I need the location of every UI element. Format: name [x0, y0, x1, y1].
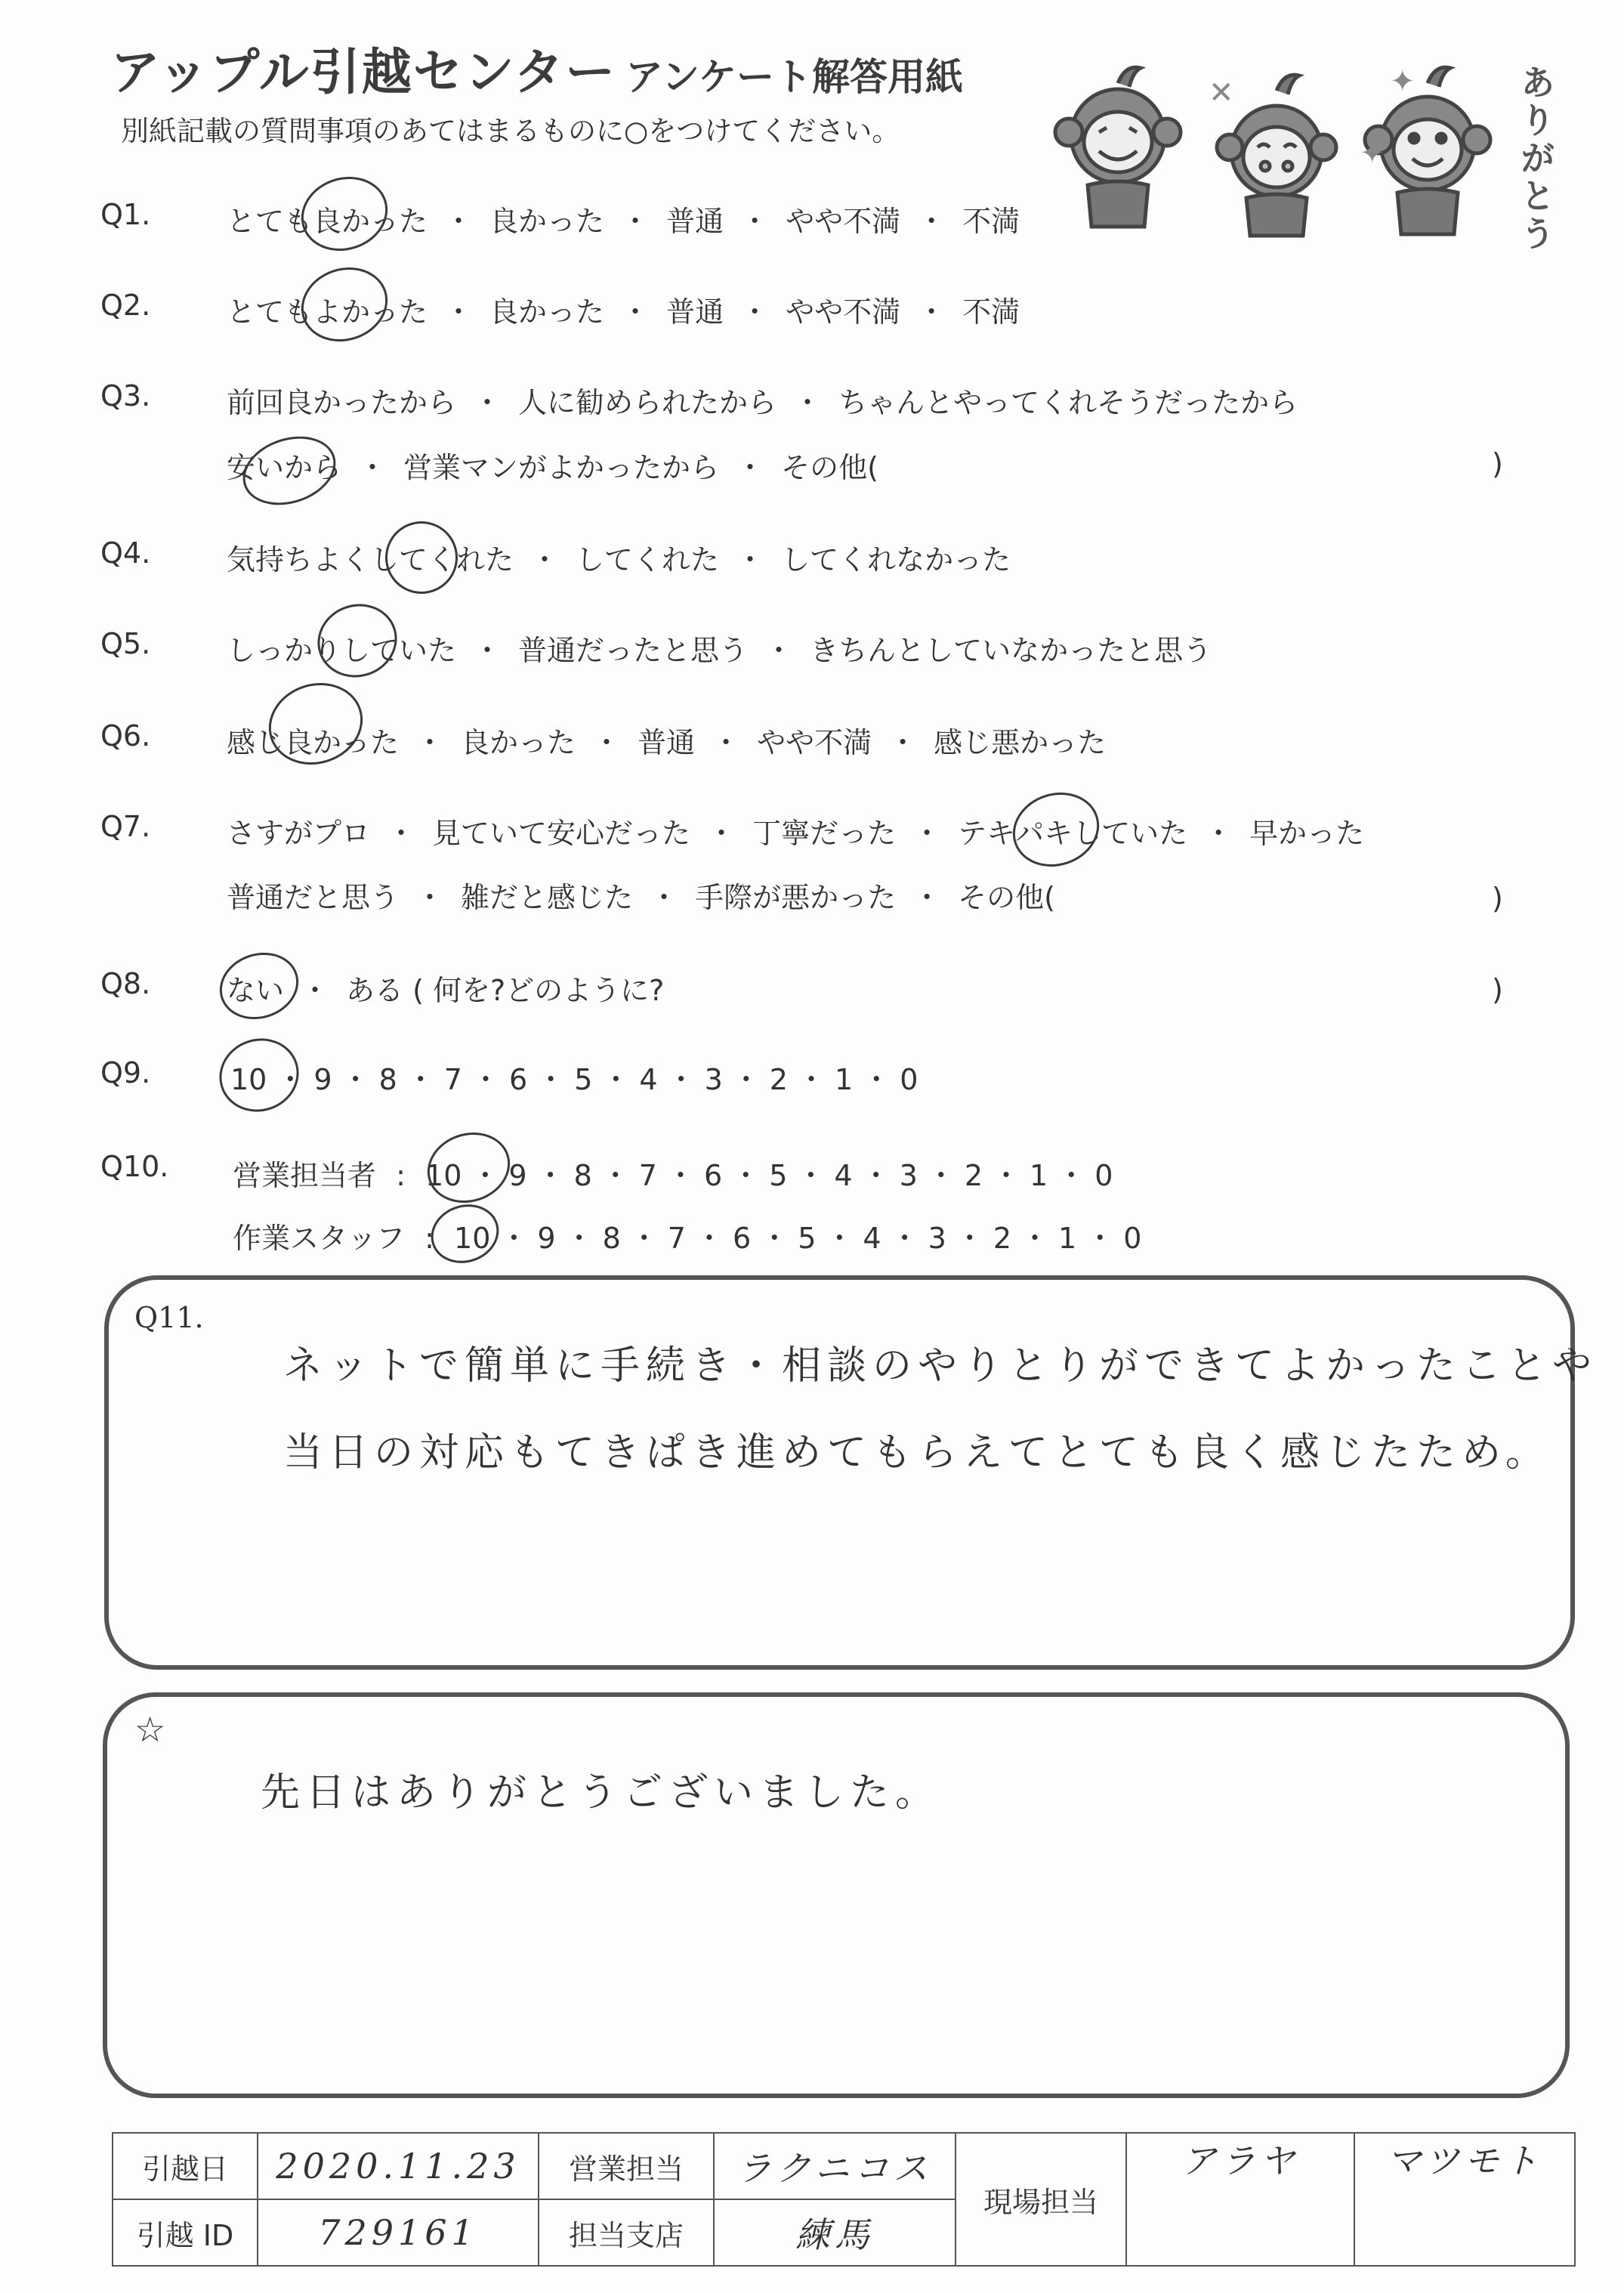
score-option[interactable]: 3 — [928, 1222, 946, 1255]
move-date-value: 2020.11.23 — [258, 2133, 539, 2199]
question-options-row — [227, 536, 1011, 578]
score-option[interactable]: 10 — [454, 1222, 491, 1255]
option-separator: ・ — [621, 295, 650, 329]
monkey-2-icon — [1217, 75, 1336, 236]
site-label: 現場担当 — [956, 2133, 1126, 2266]
question-label: Q9. — [100, 1056, 151, 1089]
option-separator: ・ — [444, 205, 474, 238]
answer-option[interactable]: とても良かった — [227, 205, 428, 238]
score-option[interactable]: 10 — [425, 1159, 462, 1192]
answer-option[interactable]: その他( — [781, 451, 878, 484]
answer-option[interactable]: 2 — [769, 1063, 788, 1096]
option-separator: ・ — [760, 1222, 789, 1255]
option-separator: ・ — [601, 1063, 631, 1096]
option-separator: ・ — [499, 1222, 529, 1255]
option-separator: ・ — [301, 974, 330, 1007]
option-separator: ・ — [861, 1159, 891, 1192]
monkey-1-icon — [1055, 67, 1181, 227]
answer-option[interactable]: 雑だと感じた — [461, 881, 634, 914]
answer-option[interactable]: とてもよかった — [227, 295, 428, 329]
answer-option[interactable]: きちんとしていなかったと思う — [810, 634, 1212, 667]
form-subtitle: アンケート解答用紙 — [625, 55, 963, 99]
monkey-mascots-illustration — [1042, 53, 1511, 249]
score-option[interactable]: 3 — [899, 1159, 918, 1192]
question-label: Q2. — [100, 289, 151, 322]
option-separator: ・ — [890, 1222, 919, 1255]
q10-row-name: 作業スタッフ — [233, 1222, 406, 1255]
score-option[interactable]: 0 — [1123, 1222, 1142, 1255]
q10-row-sales — [233, 1152, 1113, 1194]
score-option[interactable]: 8 — [573, 1159, 592, 1192]
option-separator: ・ — [415, 726, 445, 759]
move-date-label: 引越日 — [113, 2133, 258, 2199]
option-separator: ・ — [650, 881, 679, 914]
option-separator: ・ — [276, 1063, 305, 1096]
option-separator: ・ — [666, 1063, 696, 1096]
q11-label: Q11. — [134, 1301, 204, 1334]
answer-option[interactable]: 普通 — [666, 295, 724, 329]
answer-option[interactable]: 手際が悪かった — [695, 881, 897, 914]
option-separator: ・ — [536, 1159, 565, 1192]
message-text: 先日はありがとうございました。 — [261, 1770, 941, 1816]
answer-option[interactable]: しっかりしていた — [227, 634, 457, 667]
answer-option[interactable]: 不満 — [962, 295, 1020, 329]
message-box — [103, 1692, 1570, 2098]
option-separator: ・ — [471, 1063, 500, 1096]
close-paren: ) — [1492, 973, 1503, 1006]
option-separator: ・ — [592, 726, 622, 759]
option-separator: ・ — [473, 634, 502, 667]
option-separator: ・ — [736, 451, 765, 484]
answer-option[interactable]: 営業マンがよかったから — [403, 451, 720, 484]
answer-option[interactable]: 安いから — [227, 451, 342, 484]
close-paren: ) — [1492, 447, 1503, 481]
option-separator: ・ — [736, 543, 765, 576]
answer-option[interactable]: 気持ちよくしてくれた — [227, 543, 514, 576]
q10-row-name: 営業担当者 — [233, 1159, 377, 1192]
answer-circle — [308, 594, 406, 688]
option-separator: ・ — [796, 1159, 826, 1192]
answer-option[interactable]: やや不満 — [786, 205, 901, 238]
form-title: アップル引越センター — [110, 43, 617, 101]
option-separator: ・ — [358, 451, 387, 484]
footer-info-table — [112, 2132, 1576, 2267]
option-separator: ・ — [1204, 817, 1233, 850]
option-separator: ・ — [888, 726, 918, 759]
site-staff-1: アラヤ — [1126, 2133, 1354, 2266]
star-icon: ☆ — [134, 1709, 166, 1750]
score-option[interactable]: 1 — [1030, 1159, 1048, 1192]
close-paren: ) — [1492, 882, 1503, 915]
q11-answer-line-2: 当日の対応もてきぱき進めてもらえてとても良く感じたため。 — [283, 1430, 1551, 1476]
option-separator: ・ — [387, 817, 416, 850]
score-option[interactable]: 1 — [1058, 1222, 1077, 1255]
option-separator: ・ — [471, 1159, 500, 1192]
answer-circle — [376, 512, 468, 604]
option-separator: ・ — [601, 1159, 630, 1192]
score-option[interactable]: 5 — [769, 1159, 788, 1192]
option-separator: ・ — [621, 205, 650, 238]
question-options-row — [230, 1056, 918, 1098]
question-options-row — [227, 810, 1364, 851]
option-separator: ・ — [912, 881, 942, 914]
option-separator: ・ — [629, 1222, 659, 1255]
mascot-thanks-text: ありがとう — [1515, 64, 1556, 253]
option-separator: ・ — [473, 386, 502, 419]
answer-option[interactable]: 良かった — [489, 205, 605, 238]
option-separator: ・ — [415, 881, 445, 914]
option-separator: ・ — [665, 1159, 695, 1192]
answer-option[interactable]: 普通だったと思う — [518, 634, 749, 667]
answer-option[interactable]: 良かった — [461, 726, 576, 759]
score-option[interactable]: 4 — [863, 1222, 881, 1255]
answer-option[interactable]: 人に勧められたから — [518, 386, 777, 419]
instruction-text: 別紙記載の質問事項のあてはまるものに○をつけてください。 — [121, 115, 900, 147]
answer-option[interactable]: 9 — [313, 1063, 332, 1096]
answer-option[interactable]: 普通だと思う — [227, 881, 400, 914]
question-label: Q4. — [100, 536, 151, 570]
answer-circle — [211, 943, 307, 1030]
q10-colon: : — [425, 1222, 434, 1255]
option-separator: ・ — [564, 1222, 594, 1255]
score-option[interactable]: 9 — [537, 1222, 556, 1255]
option-separator: ・ — [740, 205, 770, 238]
option-separator: ・ — [341, 1063, 370, 1096]
answer-option[interactable]: 8 — [378, 1063, 397, 1096]
score-option[interactable]: 6 — [733, 1222, 752, 1255]
option-separator: ・ — [1057, 1159, 1086, 1192]
option-separator: ・ — [862, 1063, 891, 1096]
option-separator: ・ — [731, 1063, 761, 1096]
option-separator: ・ — [917, 295, 946, 329]
option-separator: ・ — [731, 1159, 761, 1192]
answer-circle — [234, 425, 344, 517]
q10-label: Q10. — [100, 1150, 169, 1183]
answer-option[interactable]: してくれなかった — [781, 543, 1011, 576]
answer-option[interactable]: 丁寧だった — [752, 817, 897, 850]
option-separator: ・ — [955, 1222, 984, 1255]
option-separator: ・ — [793, 386, 823, 419]
option-separator: ・ — [825, 1222, 854, 1255]
q10-scale — [454, 1222, 1141, 1255]
move-id-label: 引越 ID — [113, 2199, 258, 2266]
answer-option[interactable]: してくれた — [576, 543, 720, 576]
option-separator: ・ — [694, 1222, 724, 1255]
answer-circle — [292, 256, 397, 352]
option-separator: ・ — [1020, 1222, 1050, 1255]
answer-option[interactable]: 3 — [704, 1063, 723, 1096]
option-separator: ・ — [707, 817, 736, 850]
option-separator: ・ — [926, 1159, 956, 1192]
score-option[interactable]: 6 — [704, 1159, 723, 1192]
answer-circle — [423, 1196, 506, 1272]
option-separator: ・ — [764, 634, 794, 667]
score-option[interactable]: 2 — [993, 1222, 1011, 1255]
answer-circle — [1003, 781, 1109, 877]
option-separator: ・ — [712, 726, 741, 759]
option-separator: ・ — [530, 543, 560, 576]
answer-option[interactable]: 普通 — [666, 205, 724, 238]
answer-option[interactable]: やや不満 — [757, 726, 872, 759]
answer-option[interactable]: 10 — [230, 1063, 267, 1096]
branch-label: 担当支店 — [539, 2199, 714, 2266]
answer-circle — [418, 1122, 520, 1213]
sales-value: ラクニコス — [714, 2133, 956, 2199]
answer-option[interactable]: 感じ良かった — [227, 726, 400, 759]
option-separator: ・ — [740, 295, 770, 329]
q10-scale — [425, 1159, 1113, 1192]
answer-option[interactable]: 良かった — [489, 295, 605, 329]
question-label: Q7. — [100, 810, 151, 843]
sparkle-icon: ✦ — [1390, 64, 1416, 99]
sales-label: 営業担当 — [539, 2133, 714, 2199]
answer-option[interactable]: 7 — [443, 1063, 462, 1096]
answer-option[interactable]: ちゃんとやってくれそうだったから — [838, 386, 1298, 419]
question-label: Q8. — [100, 967, 151, 1000]
q11-answer-line-1: ネットで簡単に手続き・相談のやりとりができてよかったことや — [283, 1343, 1598, 1389]
option-separator: ・ — [912, 817, 942, 850]
answer-option[interactable]: 早かった — [1249, 817, 1365, 850]
site-staff-2: マツモト — [1354, 2133, 1575, 2266]
answer-option[interactable]: 前回良かったから — [227, 386, 457, 419]
q10-colon: : — [396, 1159, 406, 1192]
answer-option[interactable]: その他( — [958, 881, 1055, 914]
answer-option[interactable]: ない — [227, 974, 285, 1007]
answer-option[interactable]: ある ( 何を?どのように? — [346, 974, 665, 1007]
score-option[interactable]: 0 — [1095, 1159, 1113, 1192]
answer-option[interactable]: 5 — [574, 1063, 593, 1096]
option-separator: ・ — [406, 1063, 435, 1096]
option-separator: ・ — [796, 1063, 826, 1096]
score-option[interactable]: 5 — [798, 1222, 817, 1255]
answer-option[interactable]: テキパキしていた — [958, 817, 1188, 850]
question-options-row — [227, 379, 1298, 421]
answer-option[interactable]: 不満 — [962, 205, 1020, 238]
answer-option[interactable]: やや不満 — [786, 295, 901, 329]
move-id-value: 729161 — [258, 2199, 539, 2266]
question-options-row — [227, 874, 1055, 916]
question-label: Q6. — [100, 719, 151, 752]
answer-option[interactable]: 0 — [900, 1063, 919, 1096]
answer-circle — [292, 165, 397, 261]
answer-circle — [210, 1028, 308, 1122]
answer-option[interactable]: さすがプロ — [227, 817, 371, 850]
answer-option[interactable]: 普通 — [638, 726, 696, 759]
score-option[interactable]: 9 — [508, 1159, 527, 1192]
answer-option[interactable]: 1 — [835, 1063, 854, 1096]
option-separator: ・ — [917, 205, 946, 238]
score-option[interactable]: 4 — [834, 1159, 853, 1192]
question-label: Q3. — [100, 379, 151, 413]
branch-value: 練馬 — [714, 2199, 956, 2266]
option-separator: ・ — [536, 1063, 566, 1096]
answer-option[interactable]: 感じ悪かった — [934, 726, 1107, 759]
q10-row-staff — [233, 1215, 1141, 1256]
score-option[interactable]: 2 — [964, 1159, 983, 1192]
option-separator: ・ — [992, 1159, 1021, 1192]
answer-option[interactable]: 4 — [639, 1063, 658, 1096]
answer-option[interactable]: 見ていて安心だった — [432, 817, 691, 850]
option-separator: ・ — [444, 295, 474, 329]
score-option[interactable]: 8 — [602, 1222, 621, 1255]
score-option[interactable]: 7 — [638, 1159, 657, 1192]
sparkle-icon: ✦ — [1360, 136, 1385, 171]
option-separator: ・ — [1085, 1222, 1115, 1255]
score-option[interactable]: 7 — [667, 1222, 686, 1255]
question-label: Q1. — [100, 198, 151, 231]
question-label: Q5. — [100, 627, 151, 660]
answer-option[interactable]: 6 — [508, 1063, 528, 1096]
sparkle-icon: ✕ — [1209, 76, 1234, 110]
